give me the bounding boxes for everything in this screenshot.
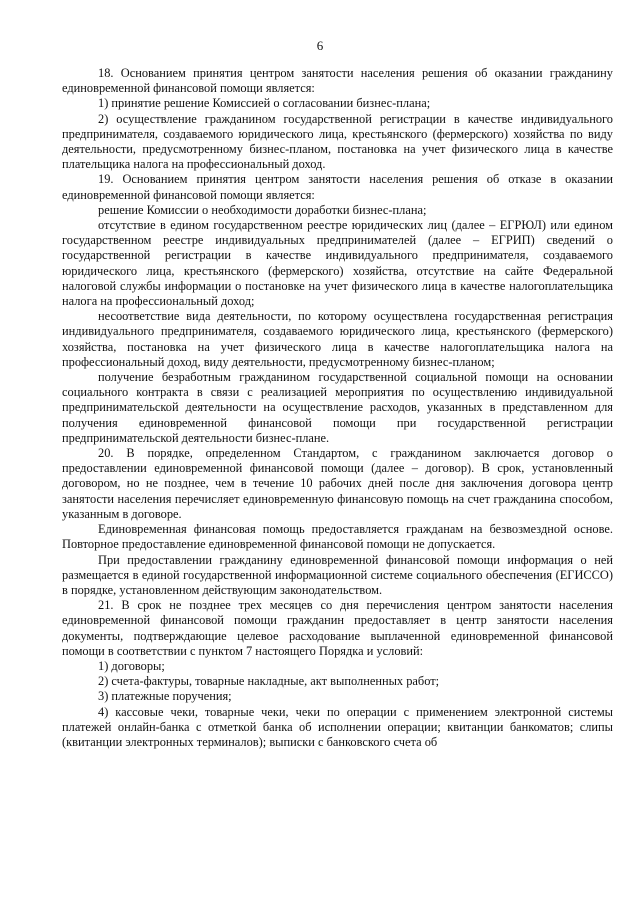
paragraph-19: 19. Основанием принятия центром занятости населения решения об отказе в оказании единовременной финансовой помощи является: xyxy=(62,172,613,202)
paragraph-19-item-3: несоответствие вида деятельности, по которому осуществлена государственная регистрация индивидуального предпринимателя, создаваемого юридического лица, крестьянского (фермерского) хозяйства, постановка на учет физического лица в качестве налогоплательщика налога на профессиональный доход, виду деятельности, предусмотренному бизнес-планом; xyxy=(62,309,613,369)
paragraph-20-part-3: При предоставлении гражданину единовременной финансовой помощи информация о ней размещается в единой государственной информационной системе социального обеспечения (ЕГИССО) в порядке, установленном действующим законодательством. xyxy=(62,552,613,597)
paragraph-21-item-1: 1) договоры; xyxy=(98,658,165,673)
paragraph-20: 20. В порядке, определенном Стандартом, с гражданином заключается договор о предоставлении единовременной финансовой помощи (далее – договор). В срок, установленный договором, но не позднее, чем в течение 10 рабочих дней после дня заключения договора центр занятости населения перечисляет единовременную финансовую помощь на счет гражданина способом, указанным в договоре. xyxy=(62,446,613,521)
paragraph-21-item-2: 2) счета-фактуры, товарные накладные, акт выполненных работ; xyxy=(98,674,440,689)
paragraph-19-item-4: получение безработным гражданином государственной социальной помощи на основании социального контракта в связи с реализацией мероприятия по осуществлению индивидуальной предпринимательской деятельности на осуществление расходов, указанных в представленном для получения единовременной финансовой помощи при государственной регистрации предпринимательской деятельности бизнес-плане. xyxy=(62,370,613,445)
paragraph-21-item-3: 3) платежные поручения; xyxy=(98,689,232,704)
paragraph-18-item-2: 2) осуществление гражданином государственной регистрации в качестве индивидуального предпринимателя, создаваемого юридического лица, крестьянского (фермерского) хозяйства по виду деятельности, предусмотренному бизнес-планом, постановка на учет физического лица в качестве плательщика налога на профессиональный доход. xyxy=(62,111,613,172)
document-body xyxy=(62,66,613,750)
paragraph-20-part-2: Единовременная финансовая помощь предоставляется гражданам на безвозмездной основе. Повторное предоставление единовременной финансовой помощи не допускается. xyxy=(62,522,613,552)
paragraph-21: 21. В срок не позднее трех месяцев со дня перечисления центром занятости населения единовременной финансовой помощи гражданин предоставляет в центр занятости населения документы, подтверждающие целевое расходование выплаченной единовременной финансовой помощи в соответствии с пунктом 7 настоящего Порядка и условий: xyxy=(62,598,613,658)
paragraph-18-item-1: 1) принятие решение Комиссией о согласовании бизнес-плана; xyxy=(98,96,431,111)
paragraph-18: 18. Основанием принятия центром занятости населения решения об оказании гражданину единовременной финансовой помощи является: xyxy=(62,66,613,96)
page-number: 6 xyxy=(316,38,324,53)
paragraph-19-item-1: решение Комиссии о необходимости доработки бизнес-плана; xyxy=(98,202,427,217)
paragraph-21-item-4: 4) кассовые чеки, товарные чеки, чеки по операции с применением электронной системы платежей онлайн-банка с отметкой банка об исполнении операции; квитанции банкоматов; слипы (квитанции электронных терминалов); выписки с банковского счета об xyxy=(62,704,613,749)
paragraph-19-item-2: отсутствие в едином государственном реестре юридических лиц (далее – ЕГРЮЛ) или едином государственном реестре индивидуальных предпринимателей (далее – ЕГРИП) сведений о государственной регистрации в качестве индивидуального предпринимателя, создаваемого юридического лица, крестьянского (фермерского) хозяйства, отсутствие на сайте Федеральной налоговой службы информации о постановке на учет физического лица в качестве налогоплательщика налога на профессиональный доход; xyxy=(62,218,613,309)
